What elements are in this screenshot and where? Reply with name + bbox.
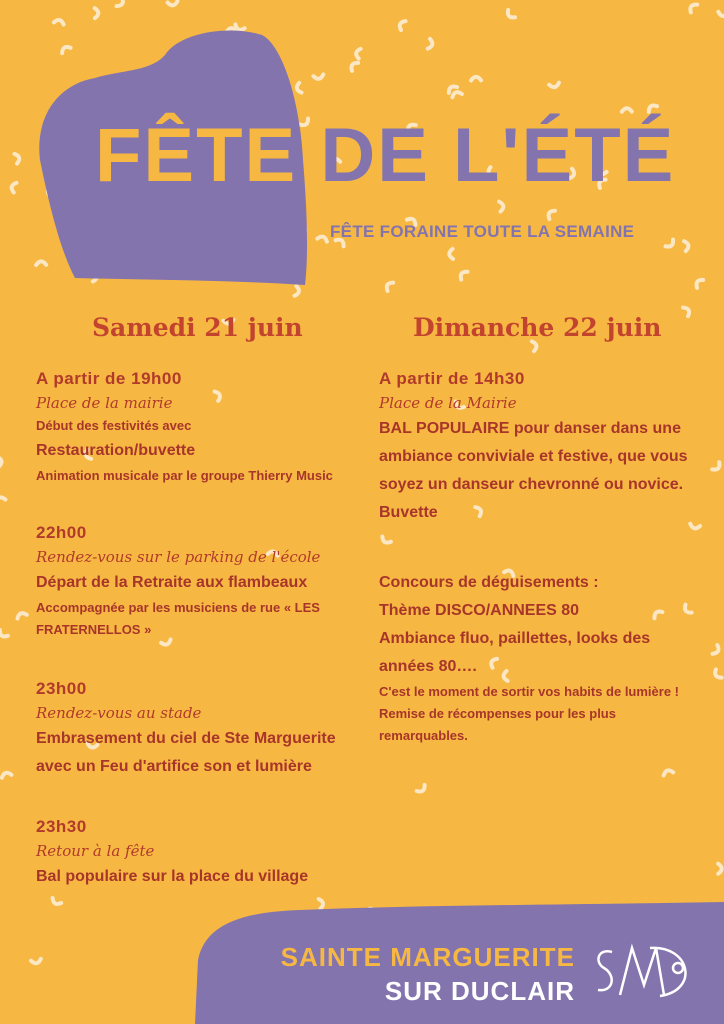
confetti-mark (0, 630, 8, 639)
confetti-mark (684, 241, 689, 251)
town-name (245, 940, 575, 1008)
event-place: Retour à la fête (36, 842, 155, 860)
event-highlight: avec un Feu d'artifice son et lumière (36, 758, 312, 775)
confetti-mark (417, 785, 427, 794)
confetti-mark (532, 341, 538, 352)
confetti-mark (317, 235, 328, 241)
event-block-19h (36, 367, 356, 487)
confetti-mark (1, 772, 12, 778)
confetti-mark (0, 456, 2, 466)
contest-text: Concours de déguisements : (379, 574, 599, 591)
confetti-mark (10, 182, 16, 193)
event-note: FRATERNELLOS » (36, 622, 152, 637)
contest-note: remarquables. (379, 728, 468, 743)
contest-text: années 80…. (379, 658, 477, 675)
bal-text: ambiance conviviale et festive, que vous (379, 448, 688, 465)
saturday-heading: Samedi 21 juin (92, 313, 303, 342)
confetti-mark (117, 0, 125, 8)
confetti-mark (428, 39, 434, 50)
contest-note: C'est le moment de sortir vos habits de lumière ! (379, 684, 680, 699)
confetti-mark (506, 10, 515, 20)
buvette-text: Buvette (379, 504, 438, 521)
contest-text: Ambiance fluo, paillettes, looks des (379, 630, 651, 647)
confetti-mark (168, 1, 178, 6)
confetti-mark (713, 669, 722, 679)
event-note: Accompagnée par les musiciens de rue « LES (36, 600, 320, 615)
event-place: Rendez-vous au stade (36, 704, 202, 722)
confetti-mark (713, 645, 721, 655)
event-place: Place de la Mairie (379, 394, 517, 412)
confetti-mark (451, 91, 462, 98)
event-text: Début des festivités avec (36, 418, 192, 433)
confetti-mark (355, 48, 360, 58)
confetti-mark (95, 8, 99, 18)
event-highlight: Restauration/buvette (36, 442, 196, 459)
event-title (95, 113, 676, 198)
event-place: Rendez-vous sur le parking de l'école (36, 548, 321, 566)
confetti-mark (60, 45, 70, 53)
confetti-mark (14, 153, 20, 164)
confetti-mark (349, 61, 358, 71)
bal-text: soyez un danseur chevronné ou novice. (379, 476, 684, 493)
confetti-mark (31, 959, 41, 964)
event-block-23h (36, 677, 356, 781)
confetti-mark (449, 249, 453, 259)
saturday-schedule (36, 367, 356, 891)
event-note: Animation musicale par le groupe Thierry Music (36, 468, 333, 483)
contest-note: Remise de récompenses pour les plus (379, 706, 616, 721)
event-place: Place de la mairie (36, 394, 173, 412)
confetti-mark (313, 74, 323, 79)
confetti-mark (36, 261, 46, 265)
confetti-mark (683, 306, 691, 316)
confetti-mark (296, 83, 302, 94)
confetti-mark (663, 769, 674, 775)
title-part-de-l-ete: DE L'ÉTÉ (320, 113, 676, 198)
confetti-mark (622, 108, 632, 112)
event-block-23h30 (36, 815, 356, 891)
event-time: 23h30 (36, 817, 87, 836)
confetti-mark (688, 2, 697, 12)
bal-text: BAL POPULAIRE pour danser dans une (379, 420, 681, 437)
confetti-mark (398, 20, 406, 30)
sunday-schedule (379, 367, 709, 747)
confetti-mark (712, 462, 721, 472)
confetti-mark (666, 240, 676, 249)
town-line-2: SUR DUCLAIR (384, 976, 575, 1006)
event-highlight: Embrasement du ciel de Ste Marguerite (36, 730, 336, 747)
confetti-mark (694, 278, 703, 288)
event-time: A partir de 19h00 (36, 369, 182, 388)
confetti-mark (546, 209, 554, 219)
confetti-mark (54, 19, 65, 25)
event-block-22h (36, 521, 356, 641)
sunday-heading: Dimanche 22 juin (413, 313, 662, 342)
confetti-mark (471, 77, 481, 81)
confetti-mark (718, 864, 722, 874)
confetti-mark (51, 898, 61, 906)
event-subtitle: FÊTE FORAINE TOUTE LA SEMAINE (330, 222, 635, 241)
confetti-mark (718, 12, 724, 17)
confetti-mark (319, 898, 324, 908)
town-line-1: SAINTE MARGUERITE (280, 942, 575, 972)
confetti-mark (499, 201, 504, 211)
confetti-mark (0, 496, 5, 502)
event-time: A partir de 14h30 (379, 369, 525, 388)
confetti-mark (385, 281, 393, 291)
confetti-mark (458, 270, 467, 280)
event-highlight: Bal populaire sur la place du village (36, 868, 309, 885)
event-highlight: Départ de la Retraite aux flambeaux (36, 574, 308, 591)
confetti-mark (294, 286, 299, 296)
contest-block (379, 569, 709, 747)
title-part-fete: FÊTE (95, 113, 298, 198)
contest-text: Thème DISCO/ANNEES 80 (379, 602, 580, 619)
confetti-mark (647, 103, 657, 111)
confetti-mark (16, 612, 27, 619)
event-time: 23h00 (36, 679, 87, 698)
event-time: 22h00 (36, 523, 87, 542)
confetti-mark (549, 83, 560, 89)
